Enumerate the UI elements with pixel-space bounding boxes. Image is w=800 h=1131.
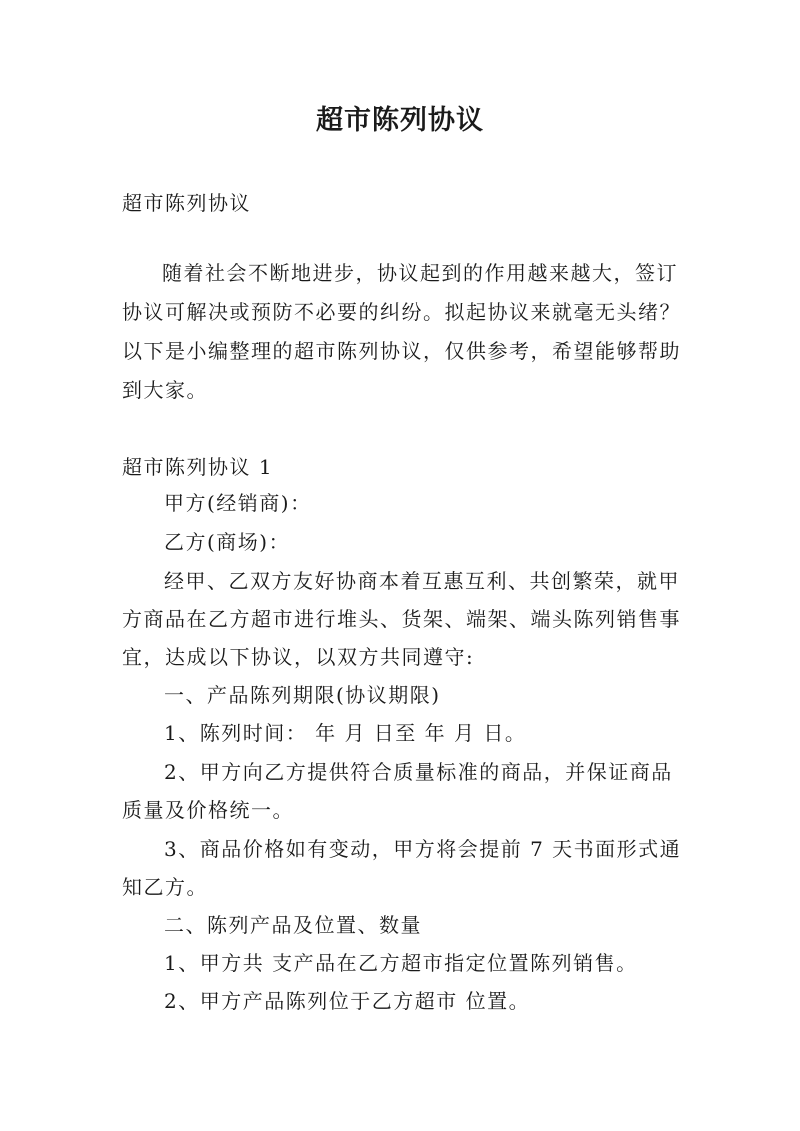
clause-item: 3、商品价格如有变动，甲方将会提前 7 天书面形式通 — [164, 837, 682, 861]
body-line: 经甲、乙双方友好协商本着互惠互利、共创繁荣，就甲 — [164, 569, 680, 593]
intro-paragraph: 随着社会不断地进步，协议起到的作用越来越大，签订协议可解决或预防不必要的纠纷。拟起协议来就毫无头绪？以下是小编整理的超市陈列协议，仅供参考，希望能够帮助到大家。 — [122, 261, 681, 402]
party-b-line: 乙方(商场)： — [164, 530, 291, 554]
section-heading: 超市陈列协议 1 — [122, 455, 274, 479]
clause-item: 1、陈列时间： 年 月 日至 年 月 日。 — [164, 721, 527, 745]
document-title: 超市陈列协议 — [316, 105, 484, 136]
clause-heading: 二、陈列产品及位置、数量 — [164, 913, 422, 937]
clause-item-continued: 知乙方。 — [122, 875, 208, 899]
clause-heading: 一、产品陈列期限(协议期限) — [164, 683, 441, 707]
body-line: 宜，达成以下协议，以双方共同遵守: — [122, 645, 475, 669]
clause-item-continued: 质量及价格统一。 — [122, 798, 294, 822]
clause-item: 2、甲方产品陈列位于乙方超市 位置。 — [164, 989, 531, 1013]
document-subtitle: 超市陈列协议 — [122, 191, 251, 215]
body-line: 方商品在乙方超市进行堆头、货架、端架、端头陈列销售事 — [122, 607, 681, 631]
clause-item: 2、甲方向乙方提供符合质量标准的商品，并保证商品 — [164, 760, 673, 784]
party-a-line: 甲方(经销商)： — [164, 491, 312, 515]
clause-item: 1、甲方共 支产品在乙方超市指定位置陈列销售。 — [164, 951, 638, 975]
